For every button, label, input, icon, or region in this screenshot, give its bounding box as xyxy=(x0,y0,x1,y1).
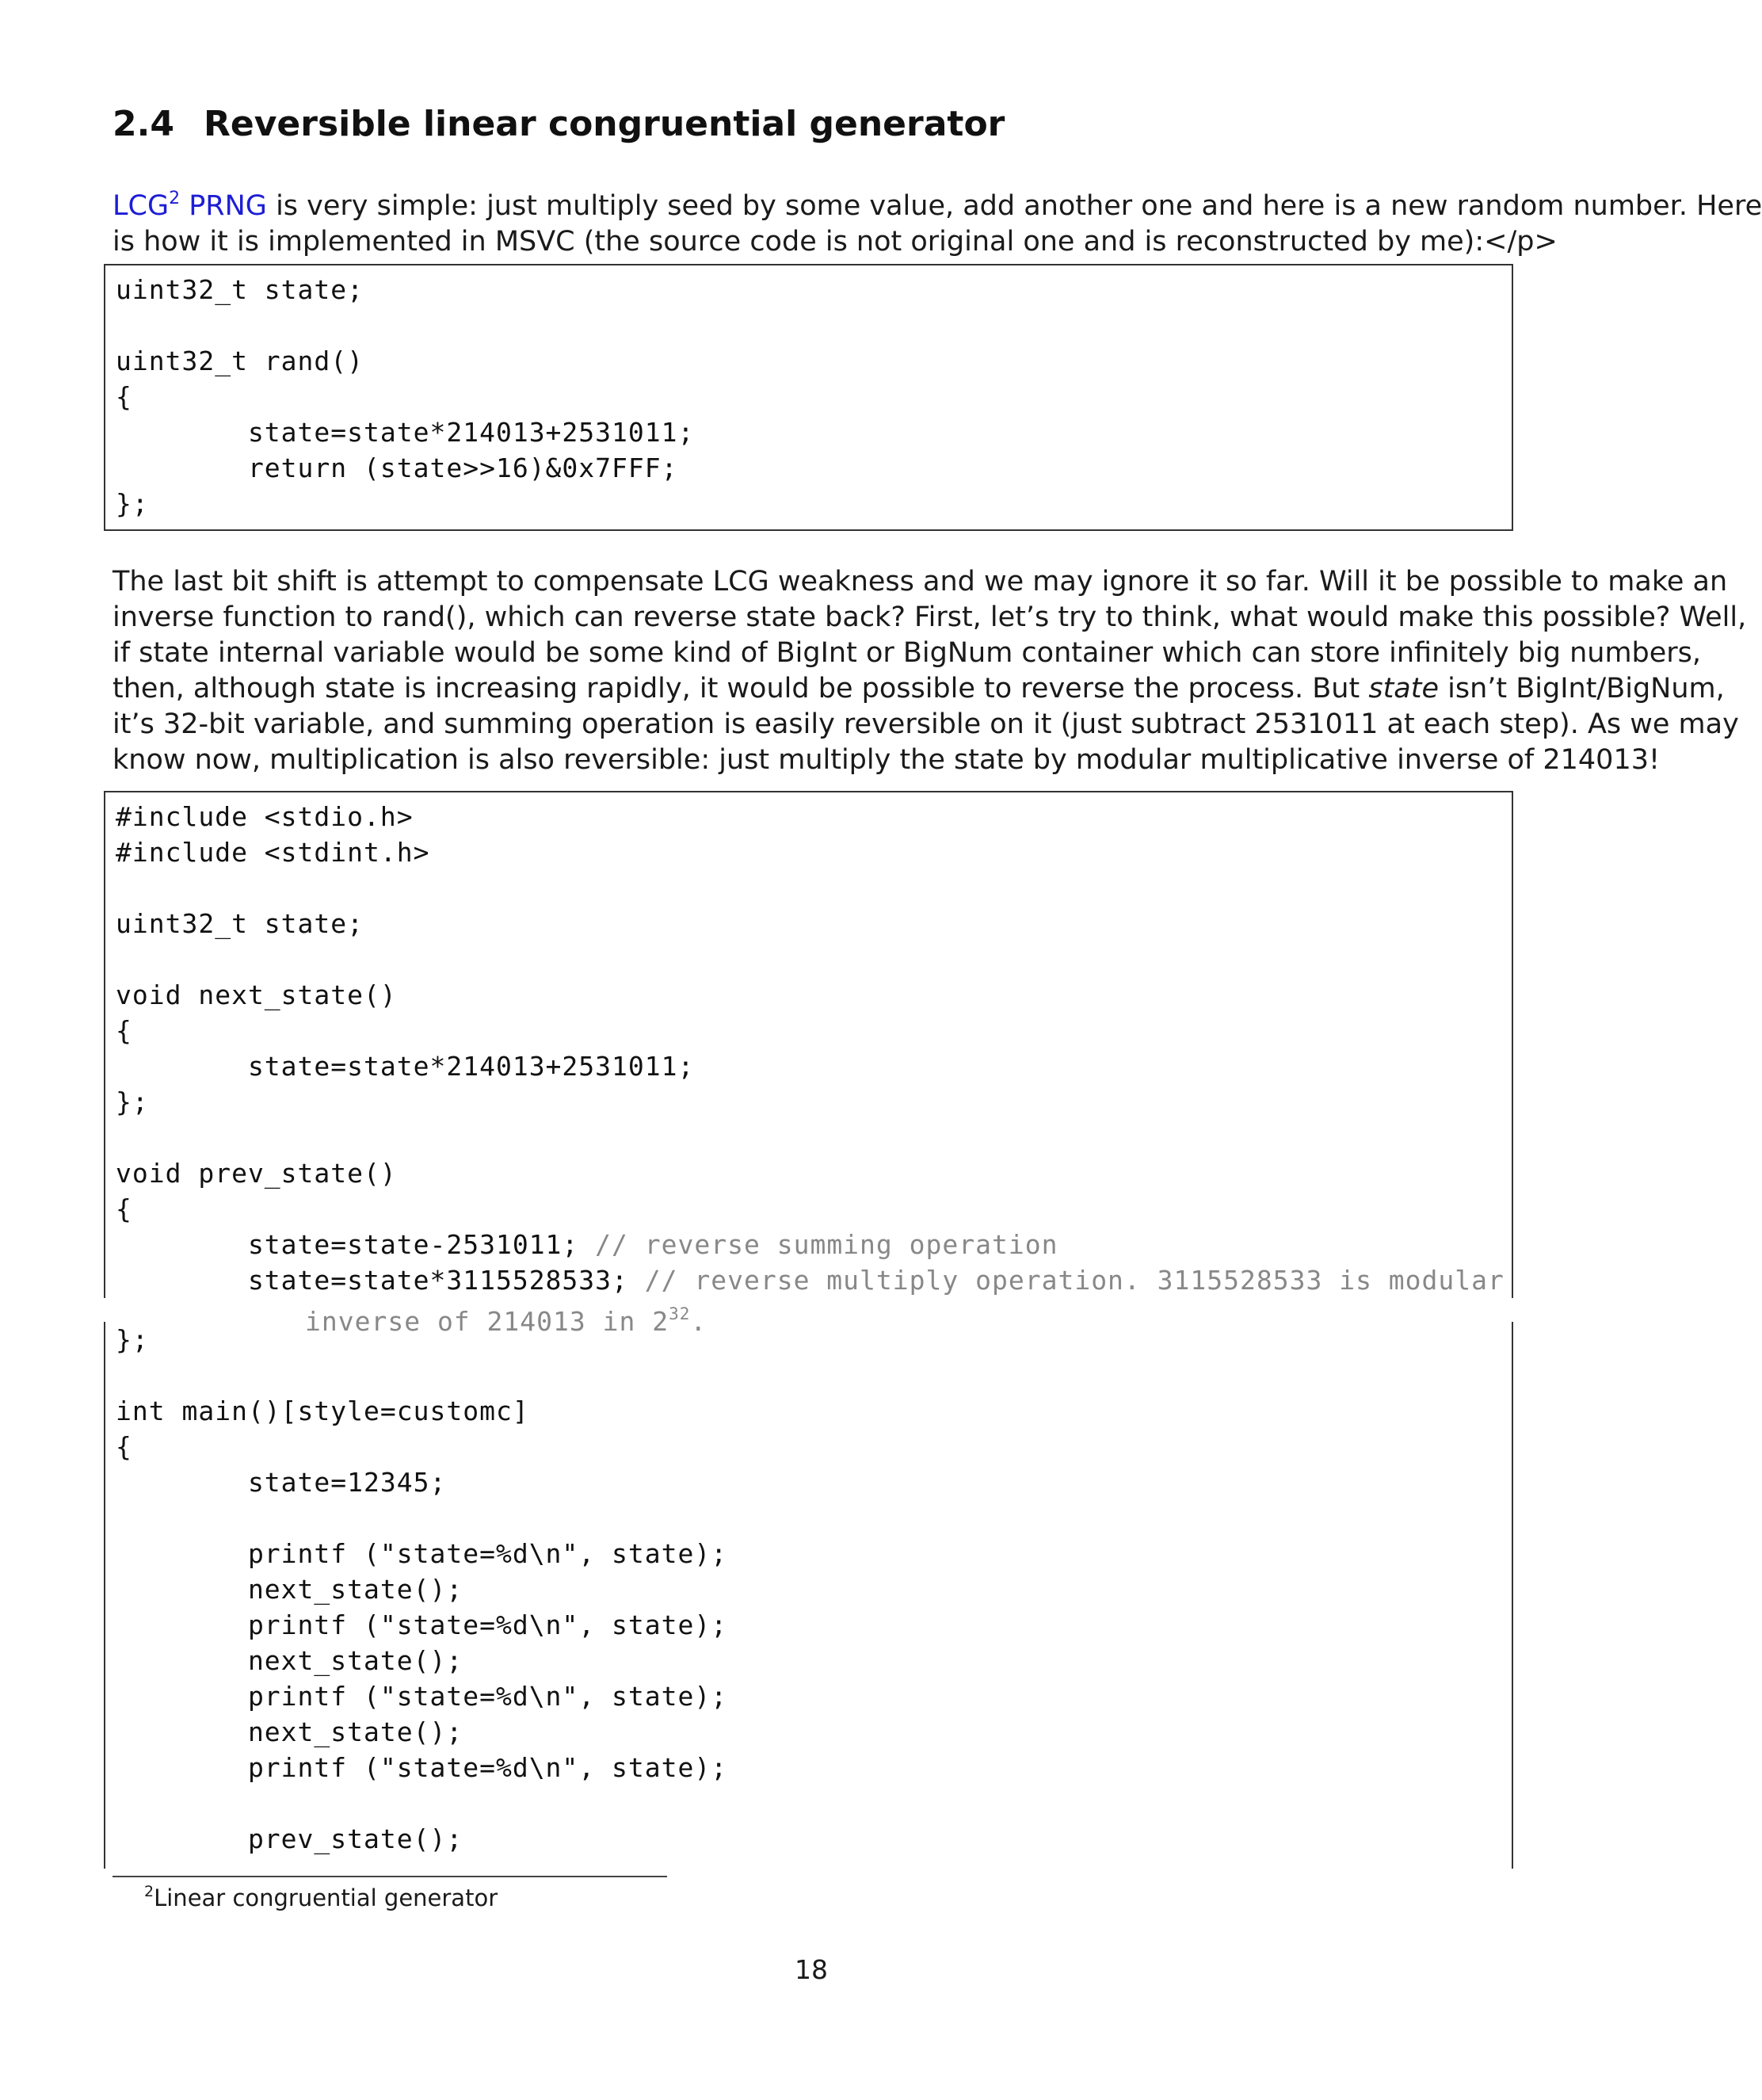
paragraph-line: it’s 32-bit variable, and summing operation is easily reversible on it (just subtract 2531011 at each step). As we may xyxy=(113,708,1739,740)
code-listing-reverse-part2 xyxy=(104,1322,1513,1869)
code-line: next_state(); xyxy=(116,1645,463,1676)
code-line: { xyxy=(116,1015,132,1046)
code-line: prev_state(); xyxy=(116,1823,463,1854)
code-line: uint32_t rand() xyxy=(116,346,364,376)
code-line: next_state(); xyxy=(116,1574,463,1605)
code-comment: . xyxy=(690,1306,707,1337)
footnote-mark: 2 xyxy=(144,1883,154,1900)
section-number: 2.4 xyxy=(113,104,174,144)
paragraph-line: if state internal variable would be some kind of BigInt or BigNum container which can store infinitely big numbers, xyxy=(113,637,1702,669)
paragraph-line: know now, multiplication is also reversible: just multiply the state by modular multiplicative inverse of 214013! xyxy=(113,744,1661,776)
code-line xyxy=(116,1262,1505,1298)
code-comment: inverse of 214013 in 2 xyxy=(305,1306,669,1337)
paragraph-text: then, although state is increasing rapidly, it would be possible to reverse the process. But xyxy=(113,673,1369,704)
code-line: }; xyxy=(116,488,149,519)
intro-line-1 xyxy=(113,181,1762,224)
paragraph-line: inverse function to rand(), which can reverse state back? First, let’s try to think, what would make this possible? Well, xyxy=(113,601,1747,633)
explanation-paragraph xyxy=(113,564,1747,778)
paragraph-line: The last bit shift is attempt to compensate LCG weakness and we may ignore it so far. Will it be possible to make an xyxy=(113,566,1728,598)
code-line: next_state(); xyxy=(116,1716,463,1747)
code-line: printf ("state=%d\n", state); xyxy=(116,1538,728,1569)
code-line: }; xyxy=(116,1086,149,1117)
code-line: printf ("state=%d\n", state); xyxy=(116,1609,728,1640)
code-line: #include <stdint.h> xyxy=(116,837,430,868)
code-line: { xyxy=(116,1193,132,1224)
code-line: #include <stdio.h> xyxy=(116,801,414,832)
code-line: { xyxy=(116,1431,132,1462)
code-line: int main()[style=customc] xyxy=(116,1396,529,1426)
code-comment: // reverse multiply operation. 3115528533 is modular xyxy=(644,1265,1505,1296)
emphasis-state: state xyxy=(1368,673,1439,704)
code-line: return (state>>16)&0x7FFF; xyxy=(116,452,678,483)
code-line: state=12345; xyxy=(116,1467,447,1498)
code-line: void next_state() xyxy=(116,979,397,1010)
code-line xyxy=(116,1227,1058,1262)
code-line: uint32_t state; xyxy=(116,274,364,305)
code-text: state=state*3115528533; xyxy=(116,1265,645,1296)
code-listing-rand xyxy=(104,264,1513,531)
footnote-text: Linear congruential generator xyxy=(154,1884,498,1911)
prng-link[interactable]: PRNG xyxy=(189,190,267,222)
paragraph-line xyxy=(113,671,1725,707)
code-line: printf ("state=%d\n", state); xyxy=(116,1681,728,1712)
section-heading xyxy=(113,104,1005,144)
paragraph-text: isn’t BigInt/BigNum, xyxy=(1439,673,1725,704)
code-line: printf ("state=%d\n", state); xyxy=(116,1752,728,1783)
section-title-text: Reversible linear congruential generator xyxy=(204,104,1005,144)
lcg-link[interactable]: LCG xyxy=(113,190,170,222)
code-line: state=state*214013+2531011; xyxy=(116,417,695,448)
page-number: 18 xyxy=(795,1954,828,1985)
code-line: }; xyxy=(116,1324,149,1355)
code-line: uint32_t state; xyxy=(116,908,364,939)
code-line: void prev_state() xyxy=(116,1158,397,1189)
exponent: 32 xyxy=(669,1304,691,1323)
footnote xyxy=(144,1883,498,1911)
code-text: state=state-2531011; xyxy=(116,1229,596,1260)
code-comment: // reverse summing operation xyxy=(595,1229,1058,1260)
code-listing-reverse-part1 xyxy=(104,791,1513,1298)
intro-paragraph xyxy=(113,181,1762,260)
code-line: { xyxy=(116,381,132,412)
code-line: state=state*214013+2531011; xyxy=(116,1051,695,1082)
intro-line-1-text: is very simple: just multiply seed by some value, add another one and here is a new random number. Here xyxy=(266,190,1762,222)
footnote-ref[interactable]: 2 xyxy=(169,189,181,208)
intro-line-2: is how it is implemented in MSVC (the source code is not original one and is reconstructed by me):</p> xyxy=(113,226,1558,258)
footnote-rule xyxy=(113,1876,667,1877)
